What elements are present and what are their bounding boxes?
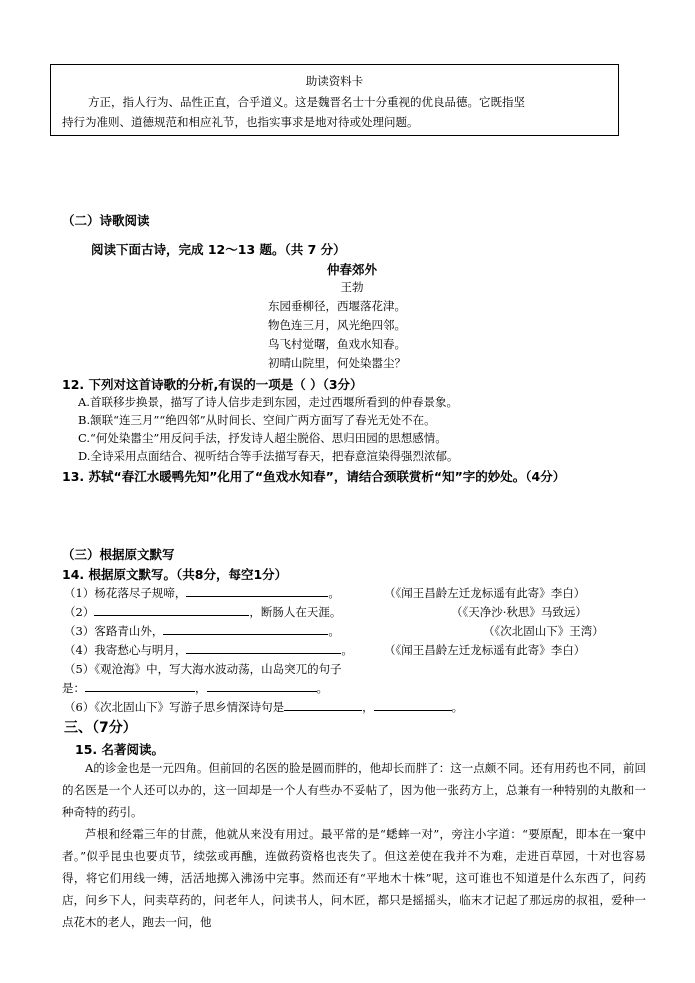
dictation-item-3: （3）客路青山外， 。 (64, 624, 340, 638)
q12-option-c: C.“何处染嚣尘”用反问手法，抒发诗人超尘脱俗、思归田园的思想感情。 (78, 431, 447, 445)
q13-stem: 13. 苏轼“春江水暖鸭先知”化用了“鱼戏水知春”，请结合颈联赏析“知”字的妙处。（4分） (62, 469, 566, 484)
section3-heading: 三、（7分） (64, 720, 137, 736)
answer-blank-5a[interactable] (85, 680, 195, 692)
dictation-heading: （三）根据原文默写 (62, 547, 175, 562)
poem-line-1: 东园垂柳径，西堰落花津。 (268, 299, 406, 313)
q12-stem: 12. 下列对这首诗歌的分析,有误的一项是（ ）（3分） (62, 377, 363, 392)
poem-title: 仲春郊外 (326, 262, 377, 277)
answer-blank-1[interactable] (186, 585, 328, 597)
answer-blank-3[interactable] (163, 623, 328, 635)
reading-card (50, 64, 619, 136)
q12-option-d: D.全诗采用点面结合、视听结合等手法描写春天，把春意渲染得强烈浓郁。 (78, 449, 459, 463)
answer-blank-6a[interactable] (284, 699, 362, 711)
answer-blank-5b[interactable] (207, 680, 317, 692)
card-title: 助读资料卡 (305, 74, 364, 88)
dictation-item-5b: 是： ， 。 (62, 681, 328, 695)
dictation-source-1: （《闻王昌龄左迁龙标遥有此寄》李白） (384, 586, 586, 600)
dictation-source-3: （《次北固山下》王湾） (483, 624, 604, 638)
q14-stem: 14. 根据原文默写。（共8分，每空1分） (62, 567, 288, 582)
excerpt-paragraph-1: A的诊金也是一元四角。但前回的名医的脸是圆而胖的，他却长而胖了：这一点颇不同。还有用药也不同，前回的名医是一个人还可以办的，这一回却是一个人有些办不妥帖了，因为他一张药方上，总兼有一种特别的丸散和一种奇特的药引。 (62, 761, 646, 819)
poem-line-4: 初晴山院里，何处染嚣尘？ (268, 356, 406, 370)
card-line-2: 持行为准则、道德规范和相应礼节，也指实事求是地对待或处理问题。 (62, 115, 419, 129)
poem-line-2: 物色连三月，风光绝四邻。 (268, 318, 406, 332)
answer-blank-2[interactable] (94, 604, 249, 616)
poem-author: 王勃 (340, 280, 364, 294)
dictation-item-6: （6）《次北固山下》写游子思乡情深诗句是 ， 。 (64, 700, 464, 714)
answer-blank-6b[interactable] (374, 699, 452, 711)
q15-stem: 15. 名著阅读。 (75, 742, 164, 757)
poem-line-3: 鸟飞村觉曙，鱼戏水知春。 (268, 337, 406, 351)
dictation-item-2: （2） ，断肠人在天涯。 (64, 605, 342, 619)
dictation-source-2: （《天净沙·秋思》马致远） (451, 605, 587, 619)
poetry-instruction: 阅读下面古诗，完成 12～13 题。（共 7 分） (91, 242, 346, 257)
answer-blank-4[interactable] (186, 642, 341, 654)
dictation-item-1: （1）杨花落尽子规啼， 。 (64, 586, 340, 600)
dictation-item-5a: （5）《观沧海》中，写大海水波动荡，山岛突兀的句子 (64, 662, 342, 676)
excerpt-paragraph-2: 芦根和经霜三年的甘蔗，他就从来没有用过。最平常的是“蟋蟀一对”，旁注小字道：“要原配，即本在一窠中者。”似乎昆虫也要贞节，续弦或再醮，连做药资格也丧失了。但这差使在我并不为难，走进百草园，十对也容易得，将它们用线一缚，活活地掷入沸汤中完事。然而还有“平地木十株”呢，这可谁也不知道是什么东西了，问药店，问乡下人，问卖草药的，问老年人，问读书人，问木匠，都只是摇摇头，临末才记起了那远房的叔祖，爱种一点花木的老人，跑去一问，他 (62, 827, 646, 929)
card-line-1: 方正，指人行为、品性正直，合乎道义。这是魏晋名士十分重视的优良品德。它既指坚 (88, 95, 525, 109)
q12-option-a: A.首联移步换景，描写了诗人信步走到东园，走过西堰所看到的仲春景象。 (78, 395, 458, 409)
q12-option-b: B.颔联“连三月”“绝四邻”从时间长、空间广两方面写了春光无处不在。 (78, 413, 436, 427)
dictation-source-4: （《闻王昌龄左迁龙标遥有此寄》李白） (384, 643, 586, 657)
dictation-item-4: （4）我寄愁心与明月， 。 (64, 643, 353, 657)
poetry-heading: （二）诗歌阅读 (62, 213, 150, 228)
